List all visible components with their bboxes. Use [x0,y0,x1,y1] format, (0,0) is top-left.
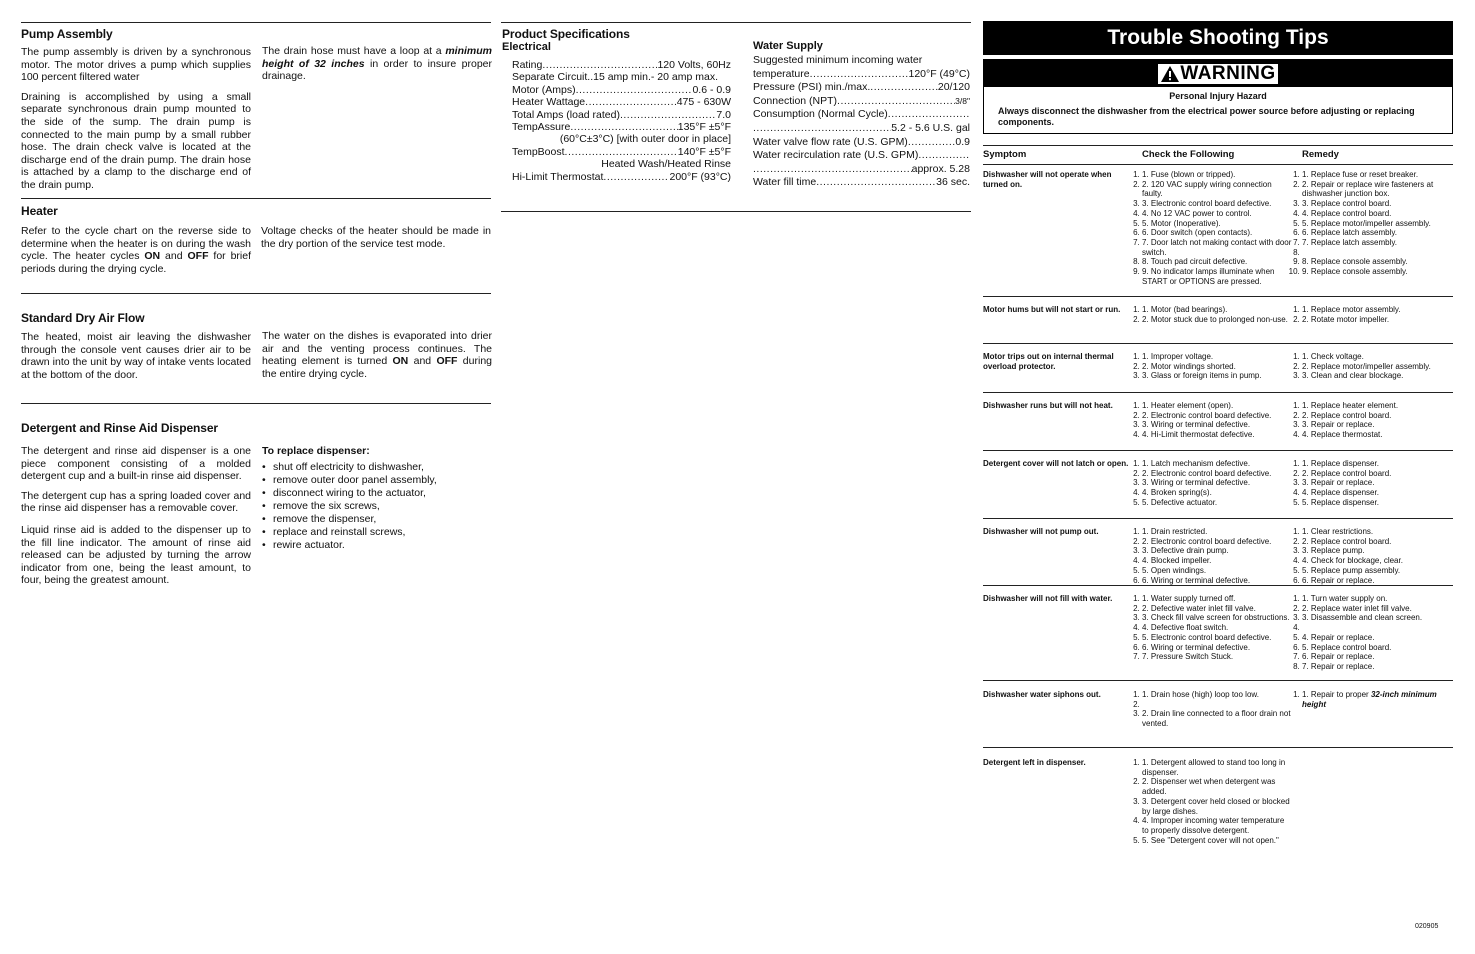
list-item: 6. 6. Repair or replace. [1302,576,1454,586]
spec-row-tempassure [512,121,731,133]
text-run: and [408,355,437,368]
symptom-cell: Dishwasher will not operate when turned on. [983,170,1112,189]
col-header-remedy: Remedy [1302,149,1339,160]
spec-row-consumption [753,108,970,122]
text-run: in order to insure proper drainage. [262,57,492,83]
list-item: 4. 4. Check for blockage, clear. [1302,556,1454,566]
list-item: 3. 3. Disassemble and clean screen. [1302,613,1454,623]
water-supply-heading: Water Supply [753,40,823,52]
pump-assembly-heading: Pump Assembly [21,27,113,41]
check-cell [1142,305,1292,324]
spec-value: 36 sec. [936,176,970,189]
col-header-check: Check the Following [1142,149,1235,160]
spec-row-heater [512,96,731,108]
divider [21,198,491,199]
list-item: 1. 1. Replace heater element. [1302,401,1454,411]
spec-label: Rating [512,59,543,71]
list-item: • remove outer door panel assembly, [262,474,492,487]
symptom-cell: Dishwasher will not fill with water. [983,594,1113,603]
text-run: 1. Repair to proper [1302,690,1371,699]
warning-label [1158,64,1277,84]
remedy-cell [1302,170,1454,277]
spec-value: 0.9 [955,135,970,148]
text-run: during the entire drying cycle. [262,355,492,380]
check-cell [1142,352,1292,381]
leader-dots [918,149,970,163]
spec-label: Pressure (PSI) min./max. [753,81,871,94]
emphasis-text: 32-inch minimum height [1302,690,1437,709]
check-cell [1142,170,1292,286]
symptom-cell: Motor hums but will not start or run. [983,305,1121,314]
list-item: 4. 4. Replace thermostat. [1302,430,1454,440]
spec-row-motor [512,84,731,96]
leader-dots [837,95,955,109]
spec-row-consumption-value [753,122,970,136]
list-item: 5. 5. Motor (Inoperative). [1142,219,1292,229]
leader-dots [810,68,909,82]
symptom-cell: Dishwasher will not pump out. [983,527,1099,536]
list-item: 4. 4. Hi-Limit thermostat defective. [1142,430,1292,440]
emphasis-text: minimum height of 32 inches [262,45,492,70]
table-top-rule [983,145,1453,146]
divider [21,403,491,404]
list-item: 3. 3. Clean and clear blockage. [1302,371,1454,381]
dry-air-left-text: The heated, moist air leaving the dishwasher through the console vent causes drier air to be drawn into the unit by way of intake vents located at the bottom of the door. [21,331,251,381]
list-item: 3. 3. Detergent cover held closed or blocked by large dishes. [1142,797,1292,816]
row-divider [983,518,1453,519]
spec-label: Total Amps (load rated) [512,108,620,121]
spec-row-recirc-value [753,163,970,177]
list-item: 2. 2. Motor stuck due to prolonged non-use. [1142,315,1292,325]
pump-assembly-left-text [21,46,251,199]
list-item: 5. 5. Open windings. [1142,566,1292,576]
on-text: ON [392,355,409,368]
list-item: 5. 5. Replace dispenser. [1302,498,1454,508]
leader-dots [603,171,669,183]
text-run: The water on the dishes is evaporated into drier air and the venting process continues. The heating element is turned [262,330,492,368]
remedy-cell [1302,305,1454,324]
remedy-cell [1302,401,1454,440]
row-divider [983,343,1453,344]
list-item: 3. 3. Repair or replace. [1302,420,1454,430]
row-divider [983,585,1453,586]
replace-dispenser-block [262,445,492,552]
symptom-cell: Dishwasher runs but will not heat. [983,401,1113,410]
divider [21,293,491,294]
heater-left-text [21,225,251,275]
spec-value: 120°F (49°C) [908,67,970,80]
dispenser-paragraph-1: The detergent and rinse aid dispenser is a one piece component consisting of a molded detergent cup and a built-in rinse aid dispenser. [21,445,251,483]
list-item: 7. 7. Pressure Switch Stuck. [1142,652,1292,662]
pump-assembly-right-text [262,45,492,83]
list-item: 6. 5. Replace control board. [1302,643,1454,653]
remedy-cell [1302,527,1454,585]
list-item: 2. 2. Replace control board. [1302,469,1454,479]
list-item: 7. 6. Repair or replace. [1302,652,1454,662]
divider [501,22,971,23]
spec-row-water-temp [753,68,970,82]
spec-label: TempBoost [512,145,565,158]
list-item: 9. 8. Replace console assembly. [1302,257,1454,267]
list-item: 3. 2. Drain line connected to a floor drain not vented. [1142,709,1292,728]
list-item: 3. 3. Check fill valve screen for obstructions. [1142,613,1292,623]
spec-value: 120 Volts, 60Hz [657,59,731,71]
spec-row-connection [753,95,970,109]
list-item [1142,700,1292,710]
spec-row-pressure [753,81,970,95]
dry-air-flow-heading: Standard Dry Air Flow [21,311,145,325]
leader-dots [908,136,956,150]
row-divider [983,296,1453,297]
list-item [1302,690,1454,709]
list-item [1302,248,1454,258]
spec-label: Water valve flow rate (U.S. GPM) [753,135,908,148]
list-item: 5. 5. Replace motor/impeller assembly. [1302,219,1454,229]
check-cell [1142,527,1292,585]
leader-dots [585,96,677,108]
hazard-label: Personal Injury Hazard [1169,91,1267,101]
remedy-cell [1302,594,1454,672]
list-item: • rewire actuator. [262,539,492,552]
list-item: 5. 5. See "Detergent cover will not open." [1142,836,1292,846]
spec-label: Water recirculation rate (U.S. GPM) [753,149,919,162]
check-cell [1142,459,1292,508]
spec-label: temperature [753,67,810,80]
on-text: ON [144,250,161,263]
list-item: 1. 1. Drain restricted. [1142,527,1292,537]
list-item: 4. 4. Improper incoming water temperature to properly dissolve detergent. [1142,816,1292,835]
list-item: 4. 4. Broken spring(s). [1142,488,1292,498]
list-item: 3. 3. Repair or replace. [1302,478,1454,488]
header-rule [983,164,1453,165]
list-item: 7. 7. Door latch not making contact with door switch. [1142,238,1292,257]
text-run: for brief periods during the drying cycle. [21,250,252,275]
dispenser-paragraph-3: Liquid rinse aid is added to the dispenser up to the fill line indicator. The amount of rinse aid released can be adjusted by turning the arrow indicator from one, being the least amount, to four, being the greatest amount. [21,523,251,587]
spec-row-hilimit [512,171,731,183]
replace-dispenser-heading: To replace dispenser: [262,445,370,457]
spec-value: approx. 5.28 [911,162,970,175]
list-item: 2. 2. Electronic control board defective. [1142,411,1292,421]
leader-dots [542,59,657,71]
list-item: 3. 3. Replace control board. [1302,199,1454,209]
list-item: 1. 1. Detergent allowed to stand too long in dispenser. [1142,758,1292,777]
list-item: 5. 5. Defective actuator. [1142,498,1292,508]
spec-value: 475 - 630W [676,96,731,109]
spec-value: 5.2 - 5.6 U.S. gal [891,121,970,134]
list-item: 2. 2. Dispenser wet when detergent was added. [1142,777,1292,796]
spec-row-water-intro: Suggested minimum incoming water [753,54,923,66]
list-item: 8. 8. Touch pad circuit defective. [1142,257,1292,267]
list-item: 9. 9. No indicator lamps illuminate when START or OPTIONS are pressed. [1142,267,1292,286]
list-item: • replace and reinstall screws, [262,526,492,539]
list-item: 4. 4. Replace dispenser. [1302,488,1454,498]
warning-text: WARNING [1180,62,1276,84]
trouble-shooting-title: Trouble Shooting Tips [983,21,1453,55]
list-item: 1. 1. Drain hose (high) loop too low. [1142,690,1292,700]
product-specs-heading: Product Specifications [502,27,630,41]
list-item: 2. 2. Replace water inlet fill valve. [1302,604,1454,614]
disconnect-warning: Always disconnect the dishwasher from the electrical power source before adjusting or replacing components. [998,106,1415,127]
list-item: 5. 4. Repair or replace. [1302,633,1454,643]
text-run: Refer to the cycle chart on the reverse side to determine when the heater is on during the wash cycle. The heater cycles [21,225,251,263]
list-item: 10. 9. Replace console assembly. [1302,267,1454,277]
spec-value: 20/120 [937,81,970,94]
dispenser-paragraph-2: The detergent cup has a spring loaded cover and the rinse aid dispenser has a removable cover. [21,489,251,515]
list-item: 2. 2. Replace control board. [1302,537,1454,547]
row-divider [983,392,1453,393]
leader-dots [888,108,970,122]
list-item: 5. 5. Electronic control board defective. [1142,633,1292,643]
list-item: 6. 6. Wiring or terminal defective. [1142,576,1292,586]
list-item: 2. 2. 120 VAC supply wiring connection faulty. [1142,180,1292,199]
check-cell [1142,401,1292,440]
off-text: OFF [436,355,458,368]
replace-steps-list [262,461,492,552]
leader-dots [753,122,891,136]
check-cell [1142,594,1292,662]
spec-label: Heater Wattage [512,96,586,109]
list-item: • remove the six screws, [262,500,492,513]
list-item: 1. 1. Motor (bad bearings). [1142,305,1292,315]
list-item: 4. 4. Replace control board. [1302,209,1454,219]
spec-row-amps [512,109,731,121]
spec-value: 140°F ±5°F [677,145,731,158]
spec-value: 0.6 - 0.9 [692,83,731,96]
dispenser-heading: Detergent and Rinse Aid Dispenser [21,421,218,435]
list-item: 1. 1. Check voltage. [1302,352,1454,362]
spec-row-rating [512,59,731,71]
leader-dots [565,146,678,158]
list-item: 3. 3. Electronic control board defective. [1142,199,1292,209]
symptom-cell: Detergent left in dispenser. [983,758,1086,767]
spec-value: 200°F (93°C) [669,170,731,183]
list-item: 6. 6. Wiring or terminal defective. [1142,643,1292,653]
spec-label: Separate Circuit..15 amp min.- 20 amp max. [512,71,719,84]
heater-heading: Heater [21,204,58,218]
spec-row-recirc [753,149,970,163]
row-divider [983,680,1453,681]
electrical-specs [512,59,731,183]
list-item: 1. 1. Turn water supply on. [1302,594,1454,604]
list-item: 1. 1. Replace motor assembly. [1302,305,1454,315]
dry-air-right-text [262,330,492,380]
heater-right-text: Voltage checks of the heater should be made in the dry portion of the service test mode. [261,225,491,250]
list-item: 6. 6. Replace latch assembly. [1302,228,1454,238]
spec-value: 3/8" [955,95,970,106]
warning-box [983,59,1453,134]
electrical-heading: Electrical [502,41,551,53]
list-item: 1. 1. Fuse (blown or tripped). [1142,170,1292,180]
list-item [1302,623,1454,633]
list-item: 3. 3. Glass or foreign items in pump. [1142,371,1292,381]
list-item: 3. 3. Replace pump. [1302,546,1454,556]
spec-label: Water fill time [753,176,817,189]
list-item: 3. 3. Wiring or terminal defective. [1142,420,1292,430]
symptom-cell: Dishwasher water siphons out. [983,690,1101,699]
remedy-cell [1302,352,1454,381]
document-code: 020905 [1415,923,1439,930]
col-header-symptom: Symptom [983,149,1027,160]
leader-dots [870,81,938,95]
spec-label: Connection (NPT) [753,94,838,107]
symptom-cell: Motor trips out on internal thermal overload protector. [983,352,1114,371]
spec-row-circuit [512,71,731,83]
check-cell [1142,758,1292,845]
spec-label: TempAssure [512,121,571,134]
remedy-cell [1302,459,1454,508]
divider [21,22,491,23]
leader-dots [570,121,677,133]
spec-value: 135°F ±5°F [677,121,731,134]
pump-paragraph-2: Draining is accomplished by using a small separate synchronous drain pump mounted to the side of the sump. The drain pump is connected to the main pump by a small rubber hose. The drain check valve is located at the discharge end of the drain pump. The drain hose is attached by a clamp to the discharge end of the drain pump. [21,90,251,191]
list-item: • disconnect wiring to the actuator, [262,487,492,500]
leader-dots [816,176,936,190]
list-item: 1. 1. Heater element (open). [1142,401,1292,411]
list-item: 2. 2. Electronic control board defective. [1142,537,1292,547]
spec-row-tempboost-detail: Heated Wash/Heated Rinse [601,158,731,171]
list-item: 2. 2. Replace motor/impeller assembly. [1302,362,1454,372]
list-item: 5. 5. Replace pump assembly. [1302,566,1454,576]
water-supply-specs [753,54,970,190]
list-item: 1. 1. Improper voltage. [1142,352,1292,362]
list-item: 2. 2. Electronic control board defective. [1142,469,1292,479]
list-item: 3. 3. Defective drain pump. [1142,546,1292,556]
dispenser-left-text [21,445,251,594]
list-item: 1. 1. Clear restrictions. [1302,527,1454,537]
row-divider [983,747,1453,748]
leader-dots [753,163,912,177]
spec-label: Hi-Limit Thermostat [512,170,604,183]
list-item: 1. 1. Replace dispenser. [1302,459,1454,469]
list-item: • remove the dispenser, [262,513,492,526]
list-item: 7. 7. Replace latch assembly. [1302,238,1454,248]
spec-label: Motor (Amps) [512,83,576,96]
row-divider [983,450,1453,451]
list-item: 2. 2. Motor windings shorted. [1142,362,1292,372]
list-item: 4. 4. Blocked impeller. [1142,556,1292,566]
list-item: 6. 6. Door switch (open contacts). [1142,228,1292,238]
off-text: OFF [187,250,209,263]
list-item: 2. 2. Replace control board. [1302,411,1454,421]
list-item: 1. 1. Latch mechanism defective. [1142,459,1292,469]
list-item: 8. 7. Repair or replace. [1302,662,1454,672]
text-run: The drain hose must have a loop at a [262,45,446,57]
spec-row-tempboost [512,146,731,158]
list-item: 2. 2. Repair or replace wire fasteners at dishwasher junction box. [1302,180,1454,199]
divider [501,211,971,212]
warning-bar [984,60,1452,87]
leader-dots [576,84,693,96]
pump-paragraph-1: The pump assembly is driven by a synchronous motor. The motor drives a pump which supplies 100 percent filtered water [21,46,251,84]
spec-label: Consumption (Normal Cycle) [753,108,888,121]
spec-row-tempassure-detail: (60°C±3°C) [with outer door in place] [559,133,731,146]
list-item: 2. 2. Rotate motor impeller. [1302,315,1454,325]
list-item: • shut off electricity to dishwasher, [262,461,492,474]
warning-triangle-icon [1160,65,1180,83]
list-item: 1. 1. Replace fuse or reset breaker. [1302,170,1454,180]
text-run: and [160,250,188,263]
list-item: 4. 4. Defective float switch. [1142,623,1292,633]
leader-dots [620,109,716,121]
list-item: 2. 2. Defective water inlet fill valve. [1142,604,1292,614]
list-item: 4. 4. No 12 VAC power to control. [1142,209,1292,219]
remedy-cell [1302,690,1454,709]
spec-value: 7.0 [716,108,731,121]
symptom-cell: Detergent cover will not latch or open. [983,459,1129,468]
list-item: 3. 3. Wiring or terminal defective. [1142,478,1292,488]
spec-row-fill-time [753,176,970,190]
check-cell [1142,690,1292,729]
spec-row-flow [753,136,970,150]
list-item: 1. 1. Water supply turned off. [1142,594,1292,604]
